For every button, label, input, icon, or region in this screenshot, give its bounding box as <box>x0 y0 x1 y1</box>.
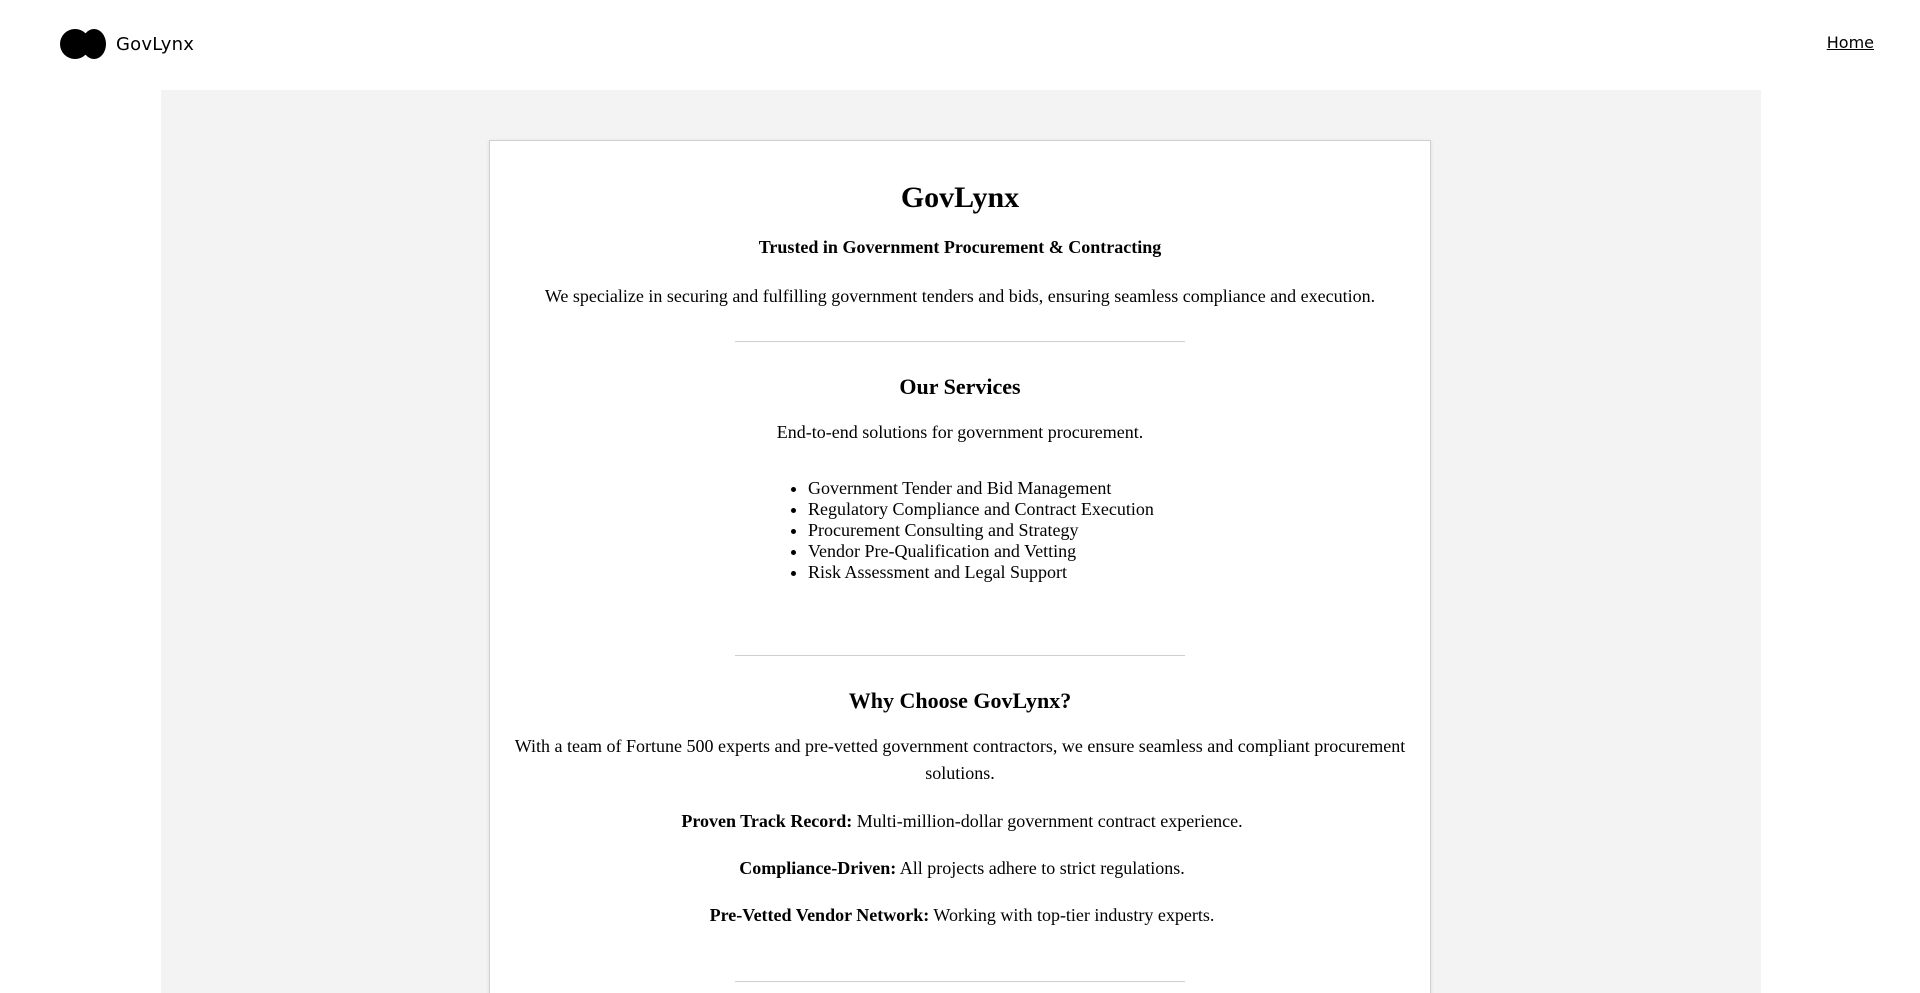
service-item: • Vendor Pre-Qualification and Vetting <box>808 541 1154 562</box>
feature-text: Multi-million-dollar government contract experience. <box>852 811 1243 831</box>
section-divider <box>735 341 1185 342</box>
why-title: Why Choose GovLynx? <box>848 688 1072 713</box>
service-item: • Regulatory Compliance and Contract Execution <box>808 499 1154 520</box>
feature-label: Proven Track Record: <box>681 811 853 831</box>
logo-icon <box>60 29 106 59</box>
content-card <box>489 140 1431 993</box>
service-item: • Government Tender and Bid Management <box>808 478 1154 499</box>
why-description: With a team of Fortune 500 experts and pre-vetted government contractors, we ensure seamless and compliant procurement solutions. <box>514 736 1406 783</box>
feature-item <box>490 902 1430 929</box>
feature-label: Compliance-Driven: <box>739 858 897 878</box>
feature-text: Working with top-tier industry experts. <box>929 905 1215 925</box>
brand-name: GovLynx <box>116 33 195 55</box>
services-title: Our Services <box>899 374 1021 399</box>
services-subtitle: End-to-end solutions for government procurement. <box>776 422 1144 442</box>
service-item: • Procurement Consulting and Strategy <box>808 520 1154 541</box>
section-divider <box>735 981 1185 982</box>
feature-text: All projects adhere to strict regulations. <box>896 858 1185 878</box>
hero-tagline: Trusted in Government Procurement & Contracting <box>758 237 1162 257</box>
feature-item <box>490 855 1430 882</box>
feature-item <box>490 808 1430 835</box>
hero-title: GovLynx <box>900 181 1020 214</box>
hero-description: We specialize in securing and fulfilling government tenders and bids, ensuring seamless compliance and execution. <box>544 286 1376 306</box>
site-header <box>0 0 1920 90</box>
service-item: • Risk Assessment and Legal Support <box>808 562 1154 583</box>
brand-link[interactable] <box>60 29 194 59</box>
nav-home-link[interactable]: Home <box>1826 33 1874 52</box>
feature-label: Pre-Vetted Vendor Network: <box>709 905 930 925</box>
services-list <box>786 478 1154 583</box>
section-divider <box>735 655 1185 656</box>
